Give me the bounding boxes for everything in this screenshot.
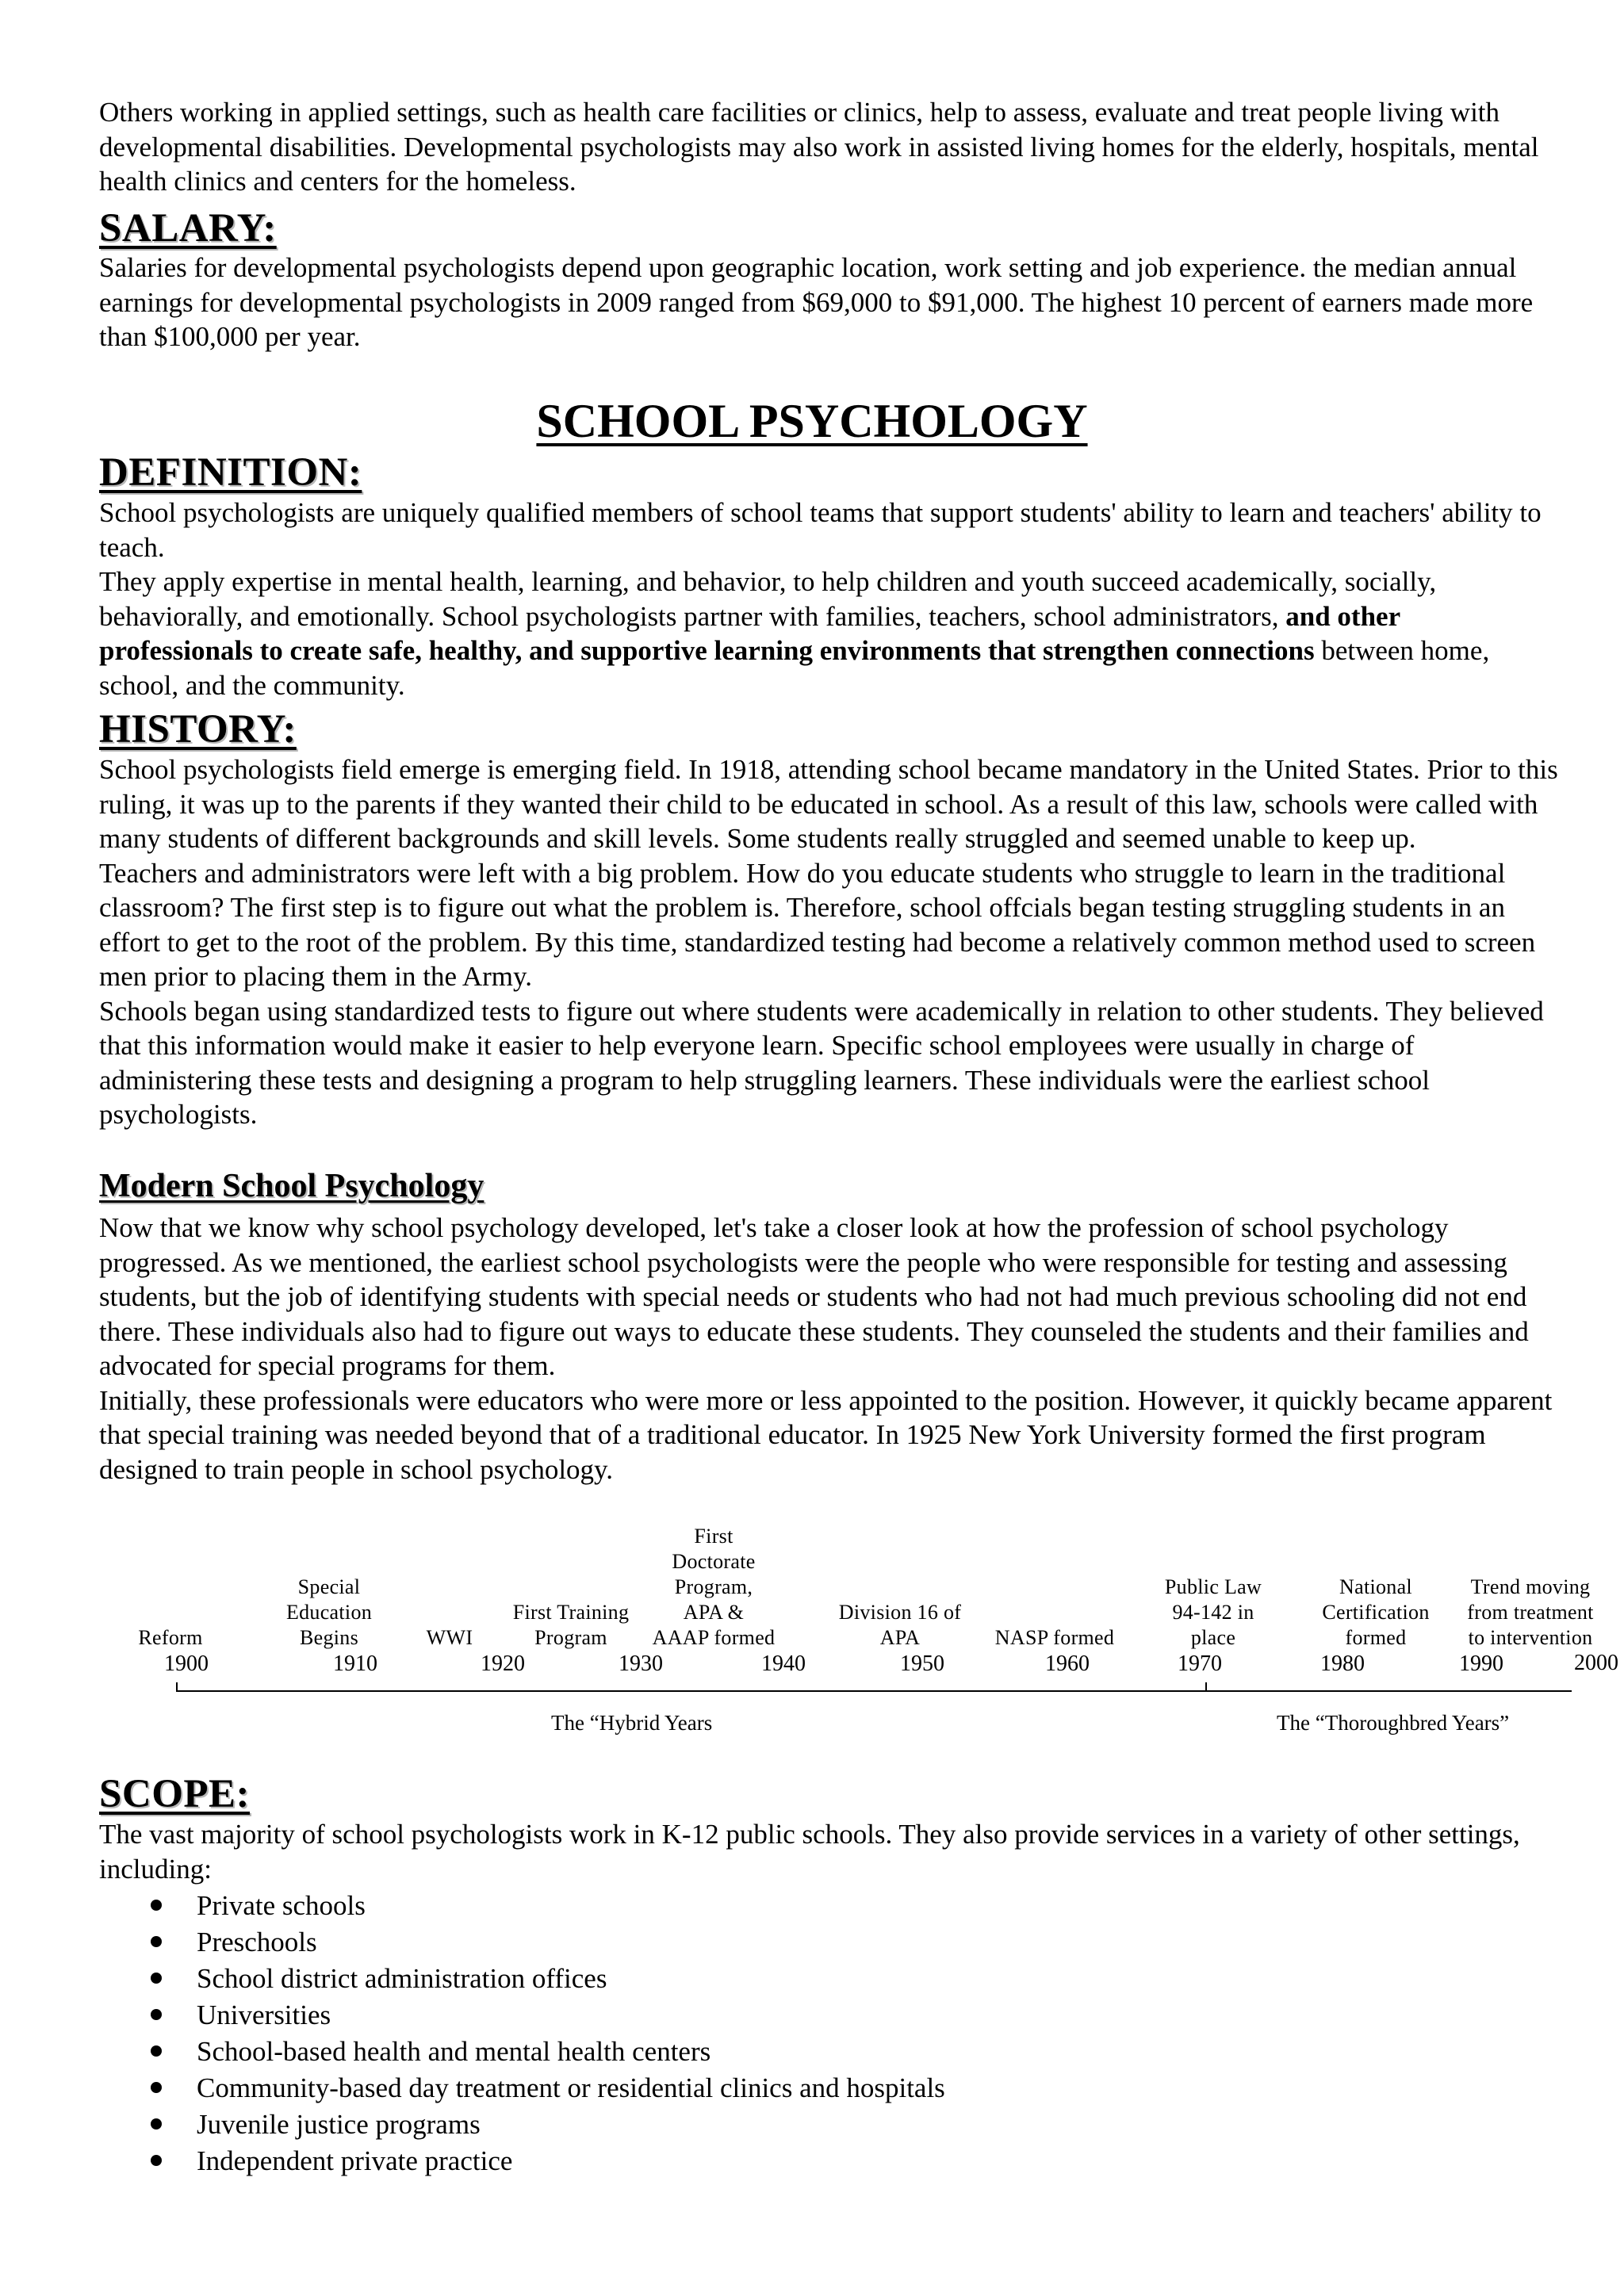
timeline-event-line: Reform [138,1626,203,1649]
modern-p2: Initially, these professionals were educators who were more or less appointed to the position. However, it quickly became apparent that special training was needed beyond that of a traditional educator. In 1925 New York University formed the first program designed to train people in school psychology. [99,1384,1553,1485]
scope-heading: SCOPE: [99,1772,251,1816]
list-item [151,2034,945,2070]
timeline-year: 1940 [761,1651,806,1676]
timeline-tick [176,1682,178,1692]
bullet-icon [151,2155,162,2166]
bullet-icon [151,1973,162,1984]
timeline-event [1289,1575,1463,1651]
bullet-icon [151,2009,162,2020]
timeline-event-line: First Training [512,1601,630,1624]
timeline-event-line: Education [285,1601,373,1624]
bullet-icon [151,2082,162,2093]
definition-p1: School psychologists are uniquely qualified members of school teams that support students' ability to learn and teachers' ability to teach. [99,497,1542,563]
timeline-year: 1960 [1045,1651,1090,1676]
timeline-event-line: National [1339,1575,1412,1598]
intro-text: Others working in applied settings, such as health care facilities or clinics, help to assess, evaluate and treat people living with developmental disabilities. Developmental psychologists may also work in assisted living homes for the elderly, hospitals, mental health clinics and centers for the homeless. [99,97,1539,197]
timeline-year: 2000 [1574,1651,1618,1675]
list-item-text: Juvenile justice programs [197,2109,481,2140]
timeline-year: 1900 [164,1651,209,1676]
definition-p2-start: They apply expertise in mental health, learning, and behavior, to help children and youth succeed academically, socially, behaviorally, and emotionally. School psychologists partner with families, teachers, school administrators, [99,566,1437,632]
timeline-axis [176,1690,1572,1692]
timeline-event-line: Program [534,1626,607,1649]
bullet-icon [151,1900,162,1911]
timeline-event [242,1575,416,1651]
timeline-event [626,1524,801,1651]
list-item [151,1924,945,1961]
modern-heading: Modern School Psychology [99,1168,485,1204]
timeline-event-line: First [694,1525,733,1548]
timeline-event-line: to intervention [1468,1626,1593,1649]
list-item [151,2143,945,2179]
definition-heading: DEFINITION: [99,450,362,495]
salary-paragraph [99,251,1558,354]
scope-list [151,1888,945,2179]
timeline-year: 1930 [619,1651,663,1676]
list-item-text: Independent private practice [197,2145,513,2176]
salary-heading: SALARY: [99,206,277,251]
history-heading: HISTORY: [99,707,297,752]
timeline-event-line: NASP formed [994,1626,1115,1649]
timeline-event [1443,1575,1618,1651]
bullet-icon [151,1936,162,1947]
definition-body [99,496,1558,702]
intro-paragraph [99,95,1558,199]
modern-p1: Now that we know why school psychology developed, let's take a closer look at how the profession of school psychology progressed. As we mentioned, the earliest school psychologists were the people who were responsible for testing and assessing students, but the job of identifying students with special needs or students who had not had much previous schooling did not end there. These individuals also had to figure out ways to educate these students. They counseled the students and their families and advocated for special programs for them. [99,1212,1529,1381]
list-item [151,2107,945,2143]
timeline-event-line: Public Law [1164,1575,1262,1598]
timeline-event-line: Program, [674,1575,753,1598]
timeline-event-line: Certification [1322,1601,1430,1624]
timeline-event [83,1625,258,1651]
definition-p2-end: between home, school, and the community. [99,635,1490,701]
definition-p2 [99,564,1558,702]
timeline-year: 1970 [1178,1651,1222,1676]
timeline-event-line: Special [297,1575,361,1598]
list-item [151,2070,945,2107]
history-p3: Schools began using standardized tests to figure out where students were academically in relation to other students. They believed that this information would make it easier to help everyone learn. Specific school employees were usually in charge of administering these tests and designing a program to help struggling learners. These individuals were the earliest school psychologists. [99,995,1544,1130]
timeline-tick [1205,1682,1207,1692]
salary-text: Salaries for developmental psychologists depend upon geographic location, work setting and job experience. the median annual earnings for developmental psychologists in 2009 ranged from $69,000 to $91,000. The highest 10 percent of earners made more than $100,000 per year. [99,252,1534,352]
list-item-text: Community-based day treatment or residential clinics and hospitals [197,2072,945,2103]
list-item-text: Private schools [197,1890,366,1921]
history-p2: Teachers and administrators were left with a big problem. How do you educate students who struggle to learn in the traditional classroom? The first step is to figure out what the problem is. Therefore, school offcials began testing struggling students in an effort to get to the root of the problem. By this time, standardized testing had become a relatively common method used to screen men prior to placing them in the Army. [99,857,1536,992]
list-item-text: School-based health and mental health centers [197,2036,711,2067]
list-item [151,1997,945,2034]
timeline-event-line: APA & [683,1601,745,1624]
timeline-event-line: Begins [299,1626,359,1649]
timeline-event-line: 94-142 in [1172,1601,1254,1624]
list-item [151,1888,945,1924]
scope-intro [99,1817,1558,1886]
timeline-year: 1980 [1320,1651,1365,1676]
scope-text: The vast majority of school psychologists work in K-12 public schools. They also provide services in a variety of other settings, including: [99,1819,1520,1885]
timeline-event [1126,1575,1300,1651]
timeline-year: 1950 [900,1651,944,1676]
timeline-era-label: The “Hybrid Years [551,1711,713,1735]
timeline-event-line: from treatment [1467,1601,1594,1624]
timeline-event-line: APA [879,1626,921,1649]
timeline-event [362,1625,537,1651]
history-body [99,752,1558,1132]
timeline-year: 1910 [333,1651,377,1676]
timeline-event-line: Trend moving [1470,1575,1591,1598]
timeline-event-line: WWI [426,1626,473,1649]
page-title: SCHOOL PSYCHOLOGY [536,395,1088,447]
modern-body [99,1211,1558,1487]
timeline-event-line: Doctorate [672,1550,756,1573]
timeline-event-line: AAAP formed [652,1626,776,1649]
timeline-year: 1990 [1459,1651,1503,1676]
timeline-event [813,1600,987,1651]
timeline-event-line: formed [1345,1626,1407,1649]
definition-p2-bold: and other professionals to create safe, healthy, and supportive learning environments that strengthen connections [99,600,1400,666]
list-item-text: Preschools [197,1927,317,1957]
timeline-year: 1920 [481,1651,525,1676]
history-p1: School psychologists field emerge is emerging field. In 1918, attending school became mandatory in the United States. Prior to this ruling, it was up to the parents if they wanted their child to be educated in school. As a result of this law, schools were called with many students of different backgrounds and skill levels. Some students really struggled and seemed unable to keep up. [99,754,1558,854]
bullet-icon [151,2045,162,2057]
list-item-text: Universities [197,1999,331,2030]
timeline-event [484,1600,658,1651]
bullet-icon [151,2118,162,2130]
list-item [151,1961,945,1997]
timeline-era-label: The “Thoroughbred Years” [1277,1711,1510,1735]
timeline-event-line: place [1190,1626,1236,1649]
list-item-text: School district administration offices [197,1963,607,1994]
timeline-event-line: Division 16 of [838,1601,962,1624]
timeline-event [967,1625,1142,1651]
